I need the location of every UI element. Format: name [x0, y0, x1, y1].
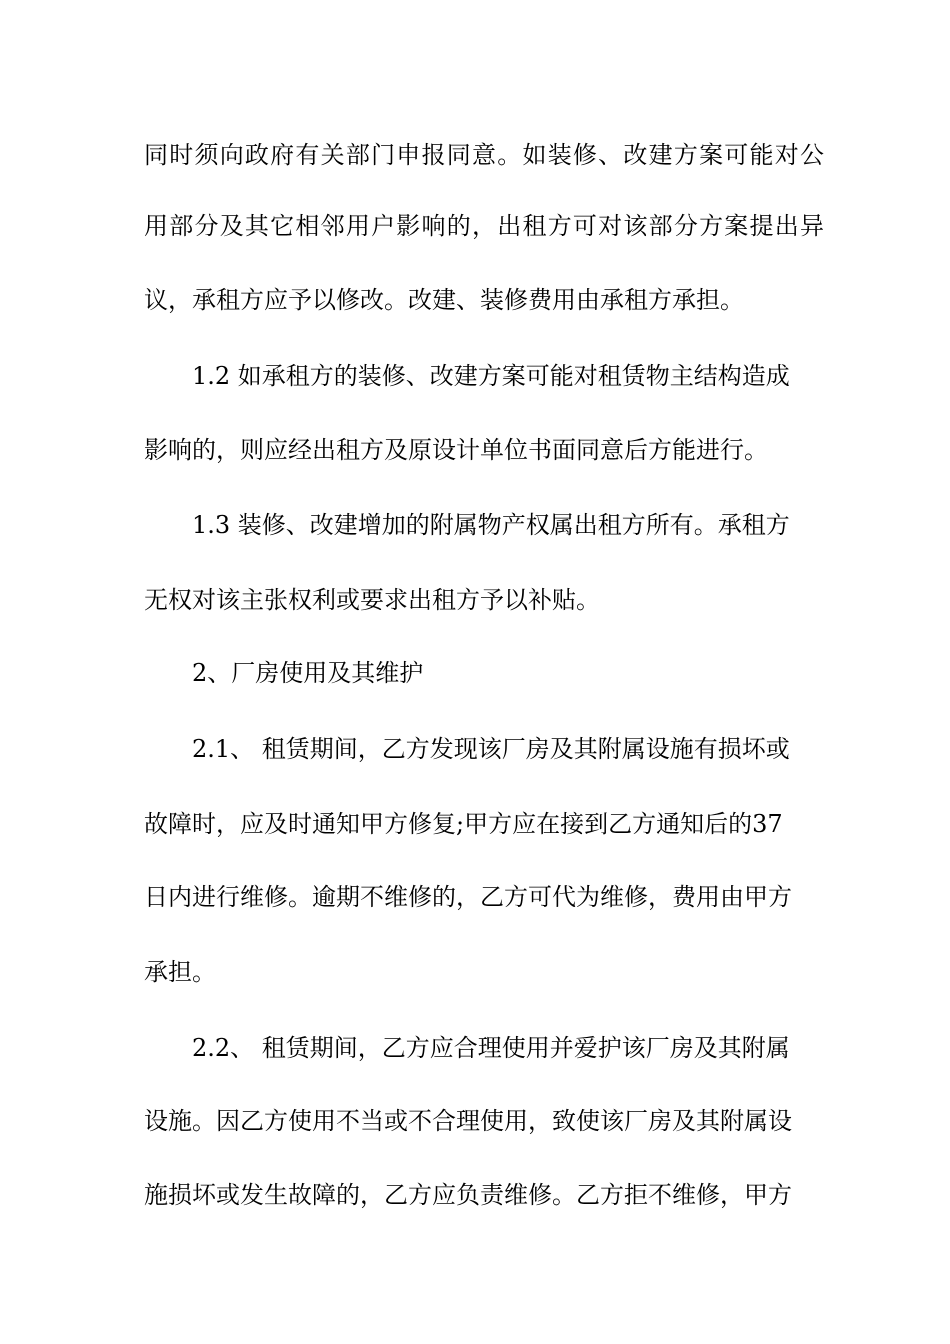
paragraph-line: 同时须向政府有关部门申报同意。如装修、改建方案可能对公: [144, 141, 824, 169]
paragraph-line: 2.1、 租赁期间，乙方发现该厂房及其附属设施有损坏或: [192, 735, 790, 763]
paragraph-line: 故障时，应及时通知甲方修复;甲方应在接到乙方通知后的37: [144, 810, 783, 838]
paragraph-line: 施损坏或发生故障的，乙方应负责维修。乙方拒不维修，甲方: [144, 1181, 792, 1209]
paragraph-line: 承担。: [144, 958, 216, 986]
paragraph-line: 设施。因乙方使用不当或不合理使用，致使该厂房及其附属设: [144, 1107, 792, 1135]
paragraph-line: 议，承租方应予以修改。改建、装修费用由承租方承担。: [144, 286, 744, 314]
paragraph-line: 1.3 装修、改建增加的附属物产权属出租方所有。承租方: [192, 511, 790, 539]
section-heading: 2、厂房使用及其维护: [192, 659, 424, 687]
paragraph-line: 无权对该主张权利或要求出租方予以补贴。: [144, 586, 600, 614]
paragraph-line: 2.2、 租赁期间，乙方应合理使用并爱护该厂房及其附属: [192, 1034, 790, 1062]
paragraph-line: 1.2 如承租方的装修、改建方案可能对租赁物主结构造成: [192, 362, 790, 390]
paragraph-line: 用部分及其它相邻用户影响的，出租方可对该部分方案提出异: [144, 212, 824, 240]
paragraph-line: 日内进行维修。逾期不维修的，乙方可代为维修，费用由甲方: [144, 883, 792, 911]
paragraph-line: 影响的，则应经出租方及原设计单位书面同意后方能进行。: [144, 436, 768, 464]
